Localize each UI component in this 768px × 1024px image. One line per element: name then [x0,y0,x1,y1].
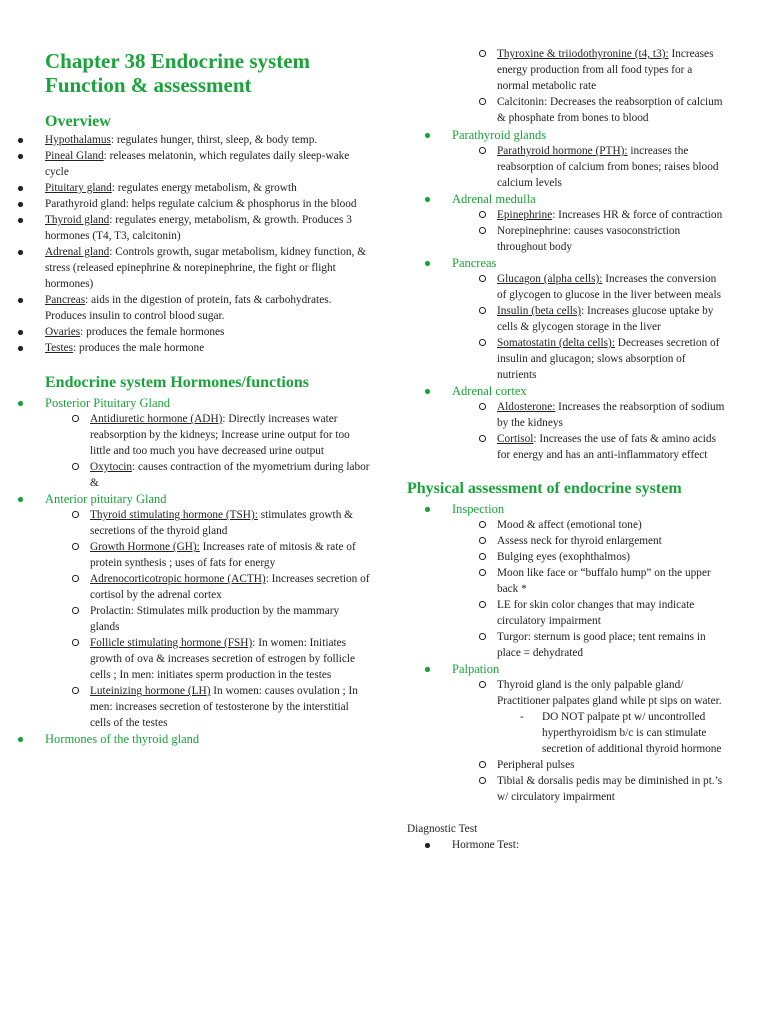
list-item: Turgor: sternum is good place; tent remains in place = dehydrated [497,629,727,661]
group-label: Adrenal medulla [452,192,536,206]
list-item: Bulging eyes (exophthalmos) [497,549,727,565]
diagnostic-list [407,837,727,853]
left-column [45,0,370,747]
group-thyroid [0,731,370,747]
list-item: Parathyroid gland: helps regulate calcium & phosphorus in the blood [0,196,370,212]
list-item: Hormone Test: [407,837,727,853]
list-item: Luteinizing hormone (LH) In women: causes ovulation ; In men: increases secretion of testosterone by the interstitial cells of the testes [90,683,370,731]
group-posterior-pituitary [0,395,370,491]
sub-sub-list [497,709,727,757]
sub-list [452,143,727,191]
sub-list [452,271,727,383]
thyroid-hormone-list [497,46,727,126]
list-item: Insulin (beta cells): Increases glucose uptake by cells & glycogen storage in the liver [497,303,727,335]
list-item: Parathyroid hormone (PTH): increases the reabsorption of calcium from bones; raises blood calcium levels [497,143,727,191]
group-label: Anterior pituitary Gland [45,492,167,506]
list-item: Pineal Gland: releases melatonin, which regulates daily sleep-wake cycle [0,148,370,180]
list-item: Cortisol: Increases the use of fats & amino acids for energy and has an anti-inflammatory effect [497,431,727,463]
list-item: Calcitonin: Decreases the reabsorption of calcium & phosphate from bones to blood [497,94,727,126]
physical-assessment-heading: Physical assessment of endocrine system [407,480,682,497]
list-item: Ovaries: produces the female hormones [0,324,370,340]
group-parathyroid [407,127,727,191]
overview-heading: Overview [45,113,111,130]
list-item: Hypothalamus: regulates hunger, thirst, sleep, & body temp. [0,132,370,148]
group-pancreas [407,255,727,383]
list-item: Oxytocin: causes contraction of the myometrium during labor & [90,461,370,489]
group-label: Adrenal cortex [452,384,527,398]
group-label: Hormones of the thyroid gland [45,732,200,746]
list-item: Adrenal gland: Controls growth, sugar metabolism, kidney function, & stress (released epinephrine & norepinephrine, the fight or flight hormones) [0,244,370,292]
list-item: Epinephrine: Increases HR & force of contraction [497,207,727,223]
group-anterior-pituitary [0,491,370,731]
list-item: Growth Hormone (GH): Increases rate of mitosis & rate of protein synthesis ; uses of fats for energy [90,539,370,571]
sub-list [452,677,727,805]
page-title [45,49,370,97]
list-item: Glucagon (alpha cells): Increases the conversion of glycogen to glucose in the liver between meals [497,271,727,303]
list-item: Norepinephrine: causes vasoconstriction throughout body [497,223,727,255]
group-label: Inspection [452,502,505,516]
group-label: Palpation [452,662,500,676]
overview-list [0,132,370,356]
sub-list [452,399,727,463]
group-adrenal-cortex [407,383,727,463]
list-item: Thyroxine & triiodothyronine (t4, t3): Increases energy production from all food types for a normal metabolic rate [497,46,727,94]
list-item: Thyroid stimulating hormone (TSH): stimulates growth & secretions of the thyroid gland [90,507,370,539]
list-item: Mood & affect (emotional tone) [497,517,727,533]
list-item: Somatostatin (delta cells): Decreases secretion of insulin and glucagon; slows absorption of nutrients [497,335,727,383]
list-item: Thyroid gland is the only palpable gland/ Practitioner palpates gland while pt sips on water. - DO NOT palpate pt w/ uncontrolled hyperthyroidism b/c is can stimulate secretion of additional thyroid hormone [497,677,727,757]
right-column [407,0,727,853]
hormones-groups [0,395,370,747]
list-item: Antidiuretic hormone (ADH): Directly increases water reabsorption by the kidneys; Increase urine output for too little and too much you have decreased urine output [90,411,370,459]
list-item: Tibial & dorsalis pedis may be diminished in pt.’s w/ circulatory impairment [497,773,727,805]
sub-list [45,411,370,491]
group-label: Parathyroid glands [452,128,547,142]
list-item: Testes: produces the male hormone [0,340,370,356]
group-palpation [407,661,727,805]
group-label: Pancreas [452,256,497,270]
list-item: Adrenocorticotropic hormone (ACTH): Increases secretion of cortisol by the adrenal cortex [90,573,370,601]
right-groups [407,127,727,463]
list-item: Assess neck for thyroid enlargement [497,533,727,549]
diagnostic-heading: Diagnostic Test [407,823,478,835]
sub-list [45,507,370,731]
list-item: Aldosterone: Increases the reabsorption of sodium by the kidneys [497,399,727,431]
group-inspection [407,501,727,661]
list-item: Prolactin: Stimulates milk production by the mammary glands [90,603,370,635]
list-item: LE for skin color changes that may indicate circulatory impairment [497,597,727,629]
assessment-groups [407,501,727,805]
hormones-heading: Endocrine system Hormones/functions [45,374,309,391]
list-item: Pancreas: aids in the digestion of protein, fats & carbohydrates. Produces insulin to control blood sugar. [0,292,370,324]
title-line-1: Chapter 38 Endocrine system [45,49,311,73]
list-item: - DO NOT palpate pt w/ uncontrolled hyperthyroidism b/c is can stimulate secretion of additional thyroid hormone [542,709,727,757]
title-line-2: Function & assessment [45,73,252,97]
group-adrenal-medulla [407,191,727,255]
list-item: Follicle stimulating hormone (FSH): In women: Initiates growth of ova & increases secretion of estrogen by follicle cells ; In men: initiates sperm production in the testes [90,635,370,683]
group-label: Posterior Pituitary Gland [45,396,170,410]
sub-list [452,207,727,255]
list-item: Moon like face or “buffalo hump” on the upper back * [497,565,727,597]
list-item: Peripheral pulses [497,757,727,773]
list-item: Thyroid gland: regulates energy, metabolism, & growth. Produces 3 hormones (T4, T3, calcitonin) [0,212,370,244]
list-item: Pituitary gland: regulates energy metabolism, & growth [0,180,370,196]
sub-list [452,517,727,661]
